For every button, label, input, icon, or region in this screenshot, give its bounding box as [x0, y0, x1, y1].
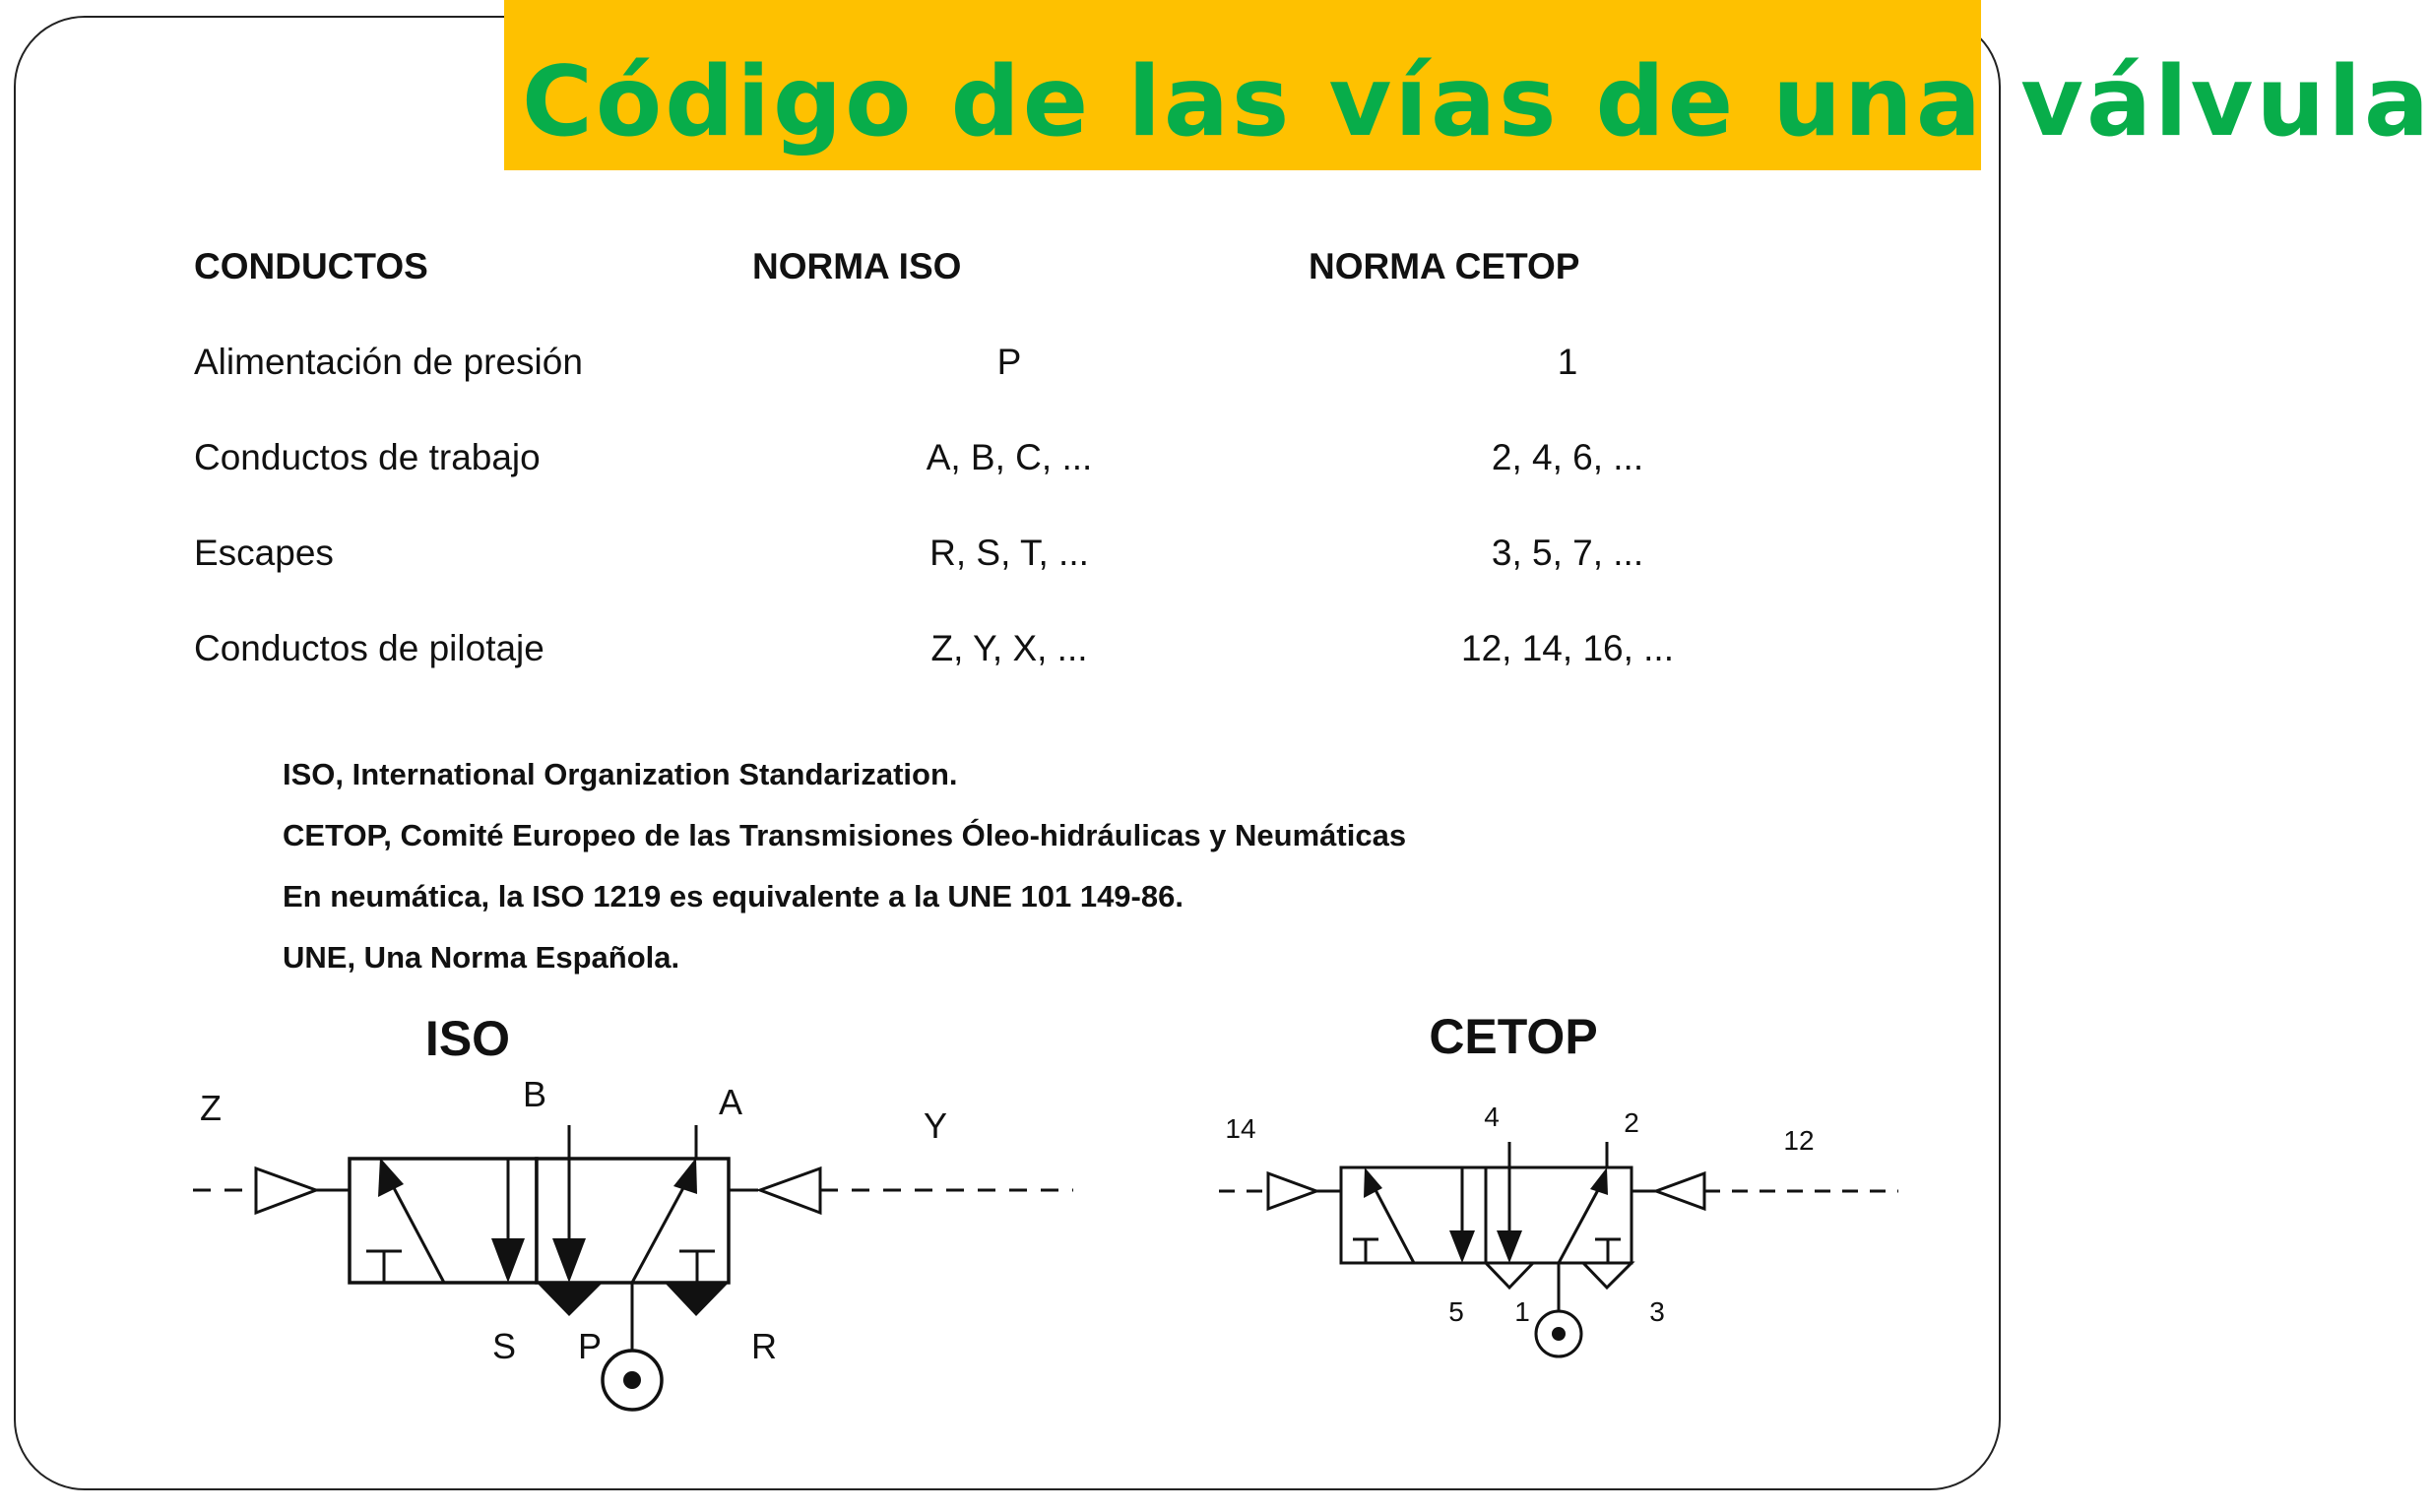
- pilot-triangle-left: [256, 1168, 316, 1213]
- pilot-triangle-right: [760, 1168, 820, 1213]
- table-row-label: Escapes: [194, 533, 334, 573]
- table-row-label: Conductos de trabajo: [194, 437, 541, 477]
- cetop-valve-diagram: [1219, 1009, 1898, 1356]
- cetop-port-12: 12: [1783, 1125, 1815, 1156]
- table-row-cetop: 2, 4, 6, ...: [1491, 437, 1644, 477]
- iso-diagram-title: ISO: [424, 1011, 511, 1066]
- table-row-cetop: 1: [1557, 342, 1578, 382]
- note-une: UNE, Una Norma Española.: [283, 940, 680, 975]
- pilot-triangle-left: [1268, 1173, 1316, 1209]
- pilot-triangle-right: [1656, 1173, 1704, 1209]
- note-cetop: CETOP, Comité Europeo de las Transmisiones Óleo-hidráulicas y Neumáticas: [283, 818, 1407, 852]
- exhaust-triangle: [537, 1283, 603, 1316]
- note-iso-1219: En neumática, la ISO 1219 es equivalente a la UNE 101 149-86.: [283, 879, 1184, 914]
- iso-port-r: R: [751, 1326, 777, 1366]
- iso-port-y: Y: [923, 1105, 948, 1146]
- table-header-iso: NORMA ISO: [752, 246, 962, 286]
- table-row-iso: A, B, C, ...: [926, 437, 1093, 477]
- exhaust-triangle: [665, 1283, 729, 1316]
- table-row-cetop: 3, 5, 7, ...: [1491, 533, 1644, 573]
- cetop-port-1: 1: [1514, 1296, 1530, 1327]
- table-row-iso: Z, Y, X, ...: [930, 628, 1088, 668]
- table-row-iso: R, S, T, ...: [929, 533, 1089, 573]
- exhaust-triangle: [1583, 1263, 1632, 1288]
- note-iso: ISO, International Organization Standarization.: [283, 757, 958, 791]
- iso-port-s: S: [491, 1326, 517, 1366]
- cetop-port-2: 2: [1624, 1107, 1639, 1138]
- table-header-conductos: CONDUCTOS: [194, 246, 428, 286]
- table-row-label: Conductos de pilotaje: [194, 628, 544, 668]
- exhaust-triangle: [1486, 1263, 1533, 1288]
- table-header-cetop: NORMA CETOP: [1309, 246, 1580, 286]
- iso-port-p: P: [577, 1326, 603, 1366]
- table-row-cetop: 12, 14, 16, ...: [1461, 628, 1674, 668]
- cetop-port-5: 5: [1448, 1296, 1464, 1327]
- iso-port-b: B: [522, 1074, 547, 1114]
- cetop-port-14: 14: [1225, 1113, 1256, 1144]
- table-row-iso: P: [996, 342, 1022, 382]
- table-row-label: Alimentación de presión: [194, 342, 583, 382]
- cetop-port-4: 4: [1484, 1102, 1500, 1132]
- cetop-diagram-title: CETOP: [1429, 1009, 1598, 1064]
- slide-title: Código de las vías de una válvula: [522, 46, 2432, 158]
- iso-port-a: A: [718, 1082, 743, 1122]
- iso-port-z: Z: [200, 1088, 222, 1128]
- cetop-port-3: 3: [1649, 1296, 1665, 1327]
- iso-valve-diagram: [193, 1011, 1073, 1410]
